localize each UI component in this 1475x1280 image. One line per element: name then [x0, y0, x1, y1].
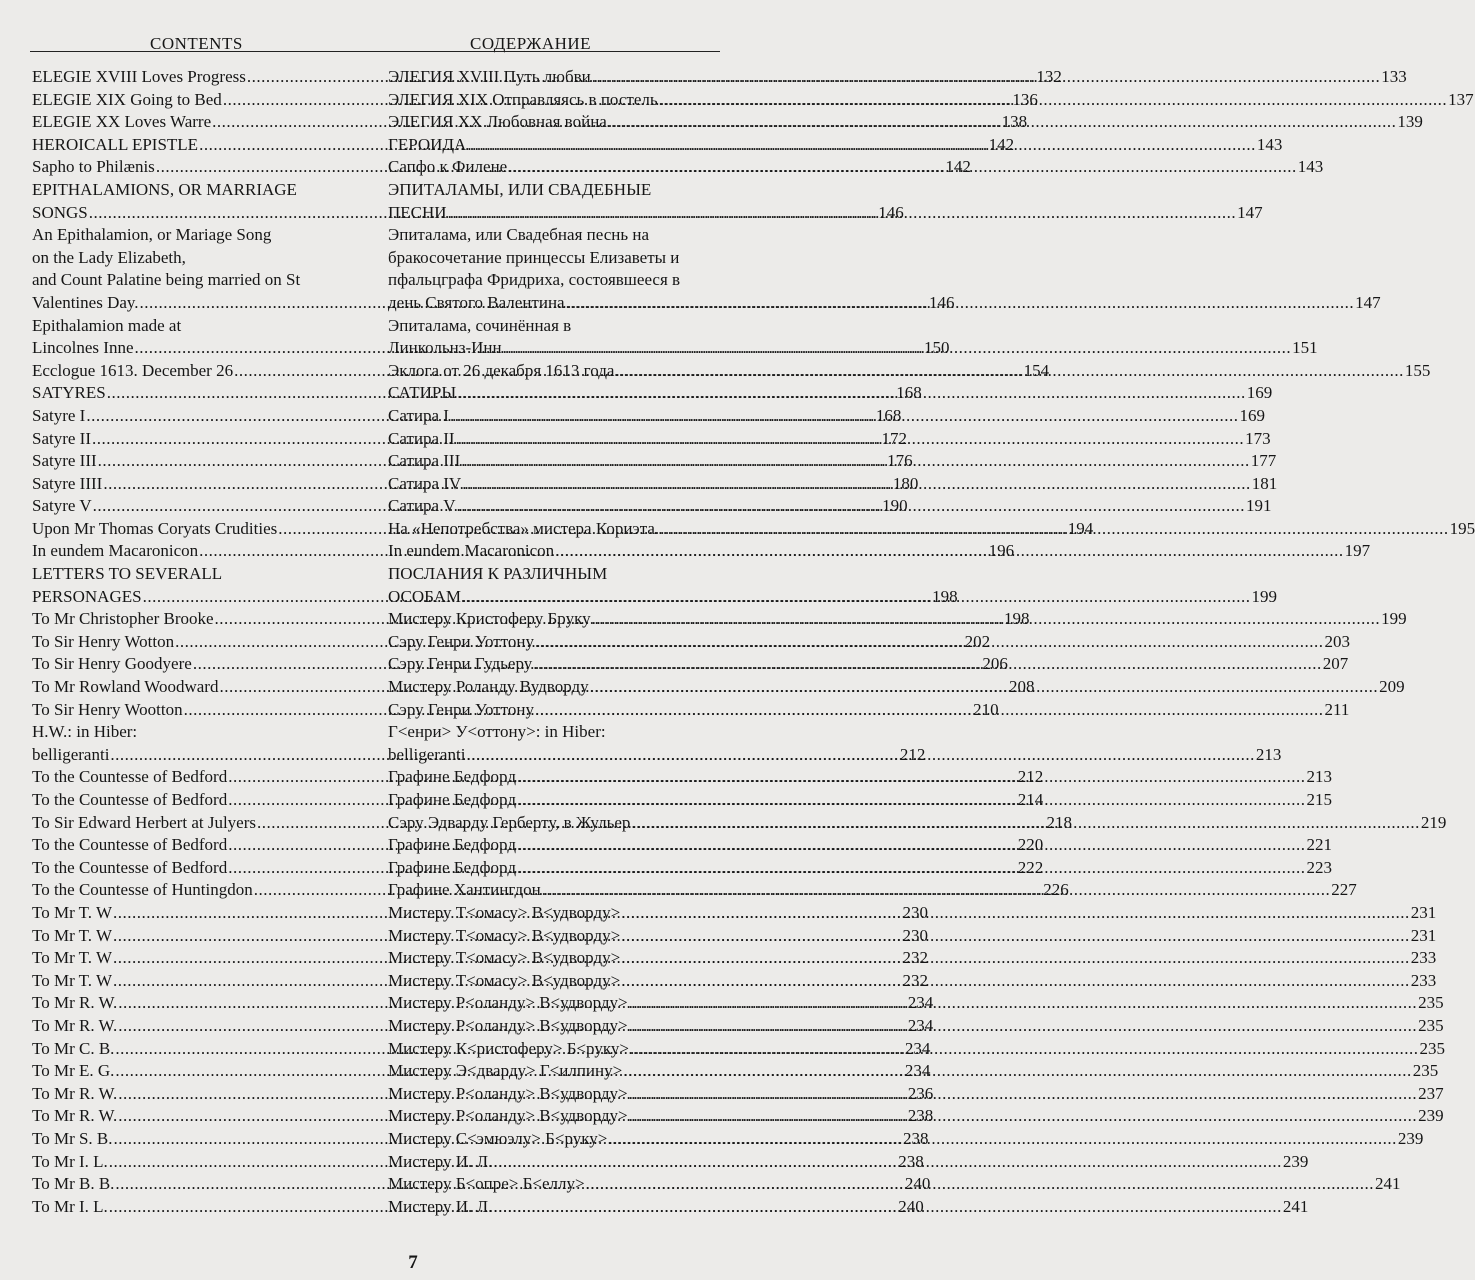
toc-entry-continued: and Count Palatine being married on St: [32, 270, 301, 290]
toc-entry-page: 197: [1344, 541, 1371, 561]
toc-entry-title: Сатира V: [388, 496, 456, 516]
toc-entry-page: 190: [882, 496, 908, 516]
dot-leader: [533, 653, 1322, 676]
toc-entry-title: Сатира III: [388, 451, 461, 471]
toc-entry-page: 199: [1251, 586, 1278, 606]
toc-entry-page: 155: [1404, 360, 1431, 380]
toc-entry-page: 195: [1449, 518, 1475, 538]
contents-heading: CONTENTS: [150, 34, 243, 53]
toc-entry-page: 232: [902, 948, 929, 968]
toc-entry-page: 215: [1306, 790, 1332, 809]
toc-entry-title: SONGS: [32, 202, 88, 222]
toc-entry-continued: LETTERS TO SEVERALL: [32, 564, 223, 584]
toc-entry-title: ELEGIE XX Loves Warre: [32, 112, 212, 132]
toc-entry-page: 231: [1410, 902, 1437, 922]
toc-entry-page: 220: [1017, 835, 1044, 855]
toc-entry-page: 169: [1246, 383, 1273, 403]
dot-leader: [503, 337, 1292, 360]
toc-entry-page: 213: [1306, 767, 1332, 787]
page-number: 7: [408, 1252, 418, 1273]
toc-entry-page: 138: [1001, 112, 1028, 132]
toc-entry: [32, 744, 926, 767]
toc-entry-page: 154: [1023, 360, 1050, 380]
toc-entry-page: 227: [1331, 880, 1357, 900]
toc-entry-page: 139: [1397, 112, 1423, 132]
toc-entry-title: To Mr R. W.: [32, 993, 118, 1013]
toc-entry-page: 230: [902, 902, 929, 922]
dot-leader: [629, 1105, 1418, 1128]
toc-entry-page: 213: [1255, 744, 1282, 764]
toc-entry-continued: пфальцграфа Фридриха, состоявшееся в: [388, 270, 681, 290]
toc-entry-page: 239: [1282, 1151, 1309, 1171]
toc-entry-page: 198: [932, 586, 958, 606]
toc-entry-title: belligeranti: [32, 744, 110, 764]
toc-entry-title: HEROICALL EPISTLE: [32, 134, 199, 154]
toc-entry-page: 176: [887, 451, 913, 471]
toc-entry-page: 132: [1036, 67, 1062, 86]
toc-entry-page: 143: [1297, 157, 1324, 177]
toc-entry-title: To Mr E. G.: [32, 1061, 115, 1081]
toc-entry-title: Мистеру Б<опре> Б<еллу>: [388, 1174, 585, 1194]
toc-entry-title: To Mr T. W: [32, 902, 113, 922]
toc-entry-page: 137: [1448, 89, 1474, 109]
toc-entry-continued: ПОСЛАНИЯ К РАЗЛИЧНЫМ: [388, 564, 608, 584]
toc-entry-title: Сатира IV: [388, 473, 462, 493]
toc-entry-title: Линкольнз-Инн: [388, 338, 502, 358]
toc-entry-title: To the Countesse of Bedford: [32, 857, 228, 877]
toc-entry-page: 194: [1067, 518, 1094, 538]
toc-entry-page: 198: [1004, 609, 1030, 629]
toc-entry-title: Мистеру Т<омасу> В<удворду>: [388, 902, 621, 922]
toc-entry-page: 208: [1008, 677, 1035, 697]
toc-entry-title: ОСОБАМ: [388, 586, 462, 606]
toc-entry: [32, 540, 1015, 563]
toc-entry-page: 212: [1017, 767, 1044, 787]
dot-leader: [621, 947, 1410, 970]
dot-leader: [621, 925, 1410, 948]
toc-entry-title: день Святого Валентина: [388, 292, 565, 312]
toc-entry-page: 240: [898, 1196, 924, 1216]
toc-entry-page: 234: [904, 1061, 931, 1081]
toc-entry-page: 146: [878, 202, 904, 222]
toc-entry-page: 211: [1324, 699, 1350, 719]
toc-entry-title: Мистеру Р<оланду> В<удворду>: [388, 993, 628, 1013]
dot-leader: [621, 970, 1410, 993]
toc-entry-page: 146: [929, 292, 955, 312]
toc-entry-title: To Mr T. W: [32, 970, 113, 990]
toc-entry-title: Мистеру Э<дварду> Г<илпину>: [388, 1061, 623, 1081]
toc-entry-title: ELEGIE XVIII Loves Progress: [32, 67, 246, 86]
toc-entry-page: 233: [1410, 970, 1437, 990]
toc-entry-page: 151: [1292, 338, 1318, 358]
dot-leader: [592, 66, 1381, 89]
toc-entry-title: To Sir Edward Herbert at Julyers: [32, 812, 256, 832]
toc-entry-page: 172: [881, 428, 908, 448]
toc-entry-title: PERSONAGES: [32, 586, 142, 606]
dot-leader: [517, 857, 1306, 880]
toc-entry-page: 199: [1381, 609, 1407, 629]
dot-leader: [456, 428, 1245, 451]
toc-entry-title: Графине Бедфорд: [388, 857, 516, 877]
dot-leader: [457, 382, 1246, 405]
toc-entry-title: To Mr I. L.: [32, 1196, 108, 1216]
toc-entry-page: 236: [907, 1083, 934, 1103]
toc-entry-page: 230: [902, 925, 929, 945]
toc-entry-page: 235: [1418, 1015, 1444, 1035]
header-rule: [30, 51, 720, 52]
toc-entry-title: ПЕСНИ: [388, 202, 447, 222]
toc-entry-continued: Эпиталама, сочинённая в: [388, 315, 572, 335]
toc-entry-continued: H.W.: in Hiber:: [32, 722, 138, 742]
toc-entry-title: Графине Бедфорд: [388, 767, 516, 787]
toc-entry-title: Мистеру К<ристоферу> Б<руку>: [388, 1038, 629, 1058]
toc-entry-page: 133: [1381, 67, 1407, 86]
dot-leader: [608, 111, 1397, 134]
toc-entry-page: 180: [892, 473, 919, 493]
toc-entry-title: Графине Бедфорд: [388, 790, 516, 809]
dot-leader: [586, 1173, 1375, 1196]
toc-entry-title: Satyre I: [32, 405, 86, 425]
toc-entry-title: Lincolnes Inne: [32, 338, 134, 358]
toc-entry-title: To the Countesse of Bedford: [32, 767, 228, 787]
toc-entry-title: САТИРЫ: [388, 383, 457, 403]
dot-leader: [493, 1196, 1282, 1219]
toc-entry-page: 181: [1251, 473, 1278, 493]
dot-leader: [517, 834, 1306, 857]
toc-entry-title: Мистеру Р<оланду> В<удворду>: [388, 1106, 628, 1126]
toc-entry-title: Upon Mr Thomas Coryats Crudities: [32, 518, 278, 538]
toc-entry-page: 238: [907, 1106, 934, 1126]
dot-leader: [592, 608, 1381, 631]
dot-leader: [631, 812, 1420, 835]
toc-entry-page: 218: [1046, 812, 1072, 832]
toc-entry-title: Сатира II: [388, 428, 455, 448]
dot-leader: [623, 1060, 1412, 1083]
dot-leader: [466, 744, 1255, 767]
dot-leader: [659, 89, 1448, 112]
dot-leader: [462, 586, 1251, 609]
toc-entry-continued: ЭПИТАЛАМЫ, ИЛИ СВАДЕБНЫЕ: [388, 179, 652, 199]
contents-heading-russian: СОДЕРЖАНИЕ: [470, 34, 592, 53]
toc-entry-continued: An Epithalamion, or Mariage Song: [32, 225, 272, 245]
dot-leader: [660, 518, 1449, 541]
toc-entry-page: 235: [1412, 1061, 1439, 1081]
dot-leader: [555, 540, 1344, 563]
toc-entry-continued: Г<енри> У<оттону>: in Hiber:: [388, 722, 606, 742]
toc-entry-page: 231: [1410, 925, 1437, 945]
toc-entry-continued: Epithalamion made at: [32, 315, 182, 335]
toc-entry-title: Ecclogue 1613. December 26: [32, 360, 234, 380]
toc-entry-page: 210: [973, 699, 999, 719]
toc-entry-page: 240: [904, 1174, 931, 1194]
toc-entry-title: To the Countesse of Bedford: [32, 835, 228, 855]
toc-entry-title: To Mr B. B.: [32, 1174, 115, 1194]
toc-entry-title: SATYRES: [32, 383, 106, 403]
toc-entry-title: To Sir Henry Wotton: [32, 631, 175, 651]
dot-leader: [517, 789, 1306, 812]
toc-entry-page: 147: [1237, 202, 1263, 222]
toc-entry-title: Сэру Генри Уоттону: [388, 699, 535, 719]
toc-entry-title: Valentines Day.: [32, 292, 139, 312]
dot-leader: [615, 360, 1404, 383]
dot-leader: [467, 134, 1256, 157]
toc-entry-title: Мистеру Т<омасу> В<удворду>: [388, 948, 621, 968]
toc-entry-page: 147: [1355, 292, 1381, 312]
dot-leader: [457, 495, 1246, 518]
toc-entry-title: Графине Бедфорд: [388, 835, 516, 855]
toc-entry-page: 234: [904, 1038, 931, 1058]
toc-entry-title: To Sir Henry Wootton: [32, 699, 183, 719]
toc-entry-title: Графине Хантингдон: [388, 880, 541, 900]
toc-entry-page: 177: [1250, 451, 1277, 471]
toc-entry-title: Мистеру Т<омасу> В<удворду>: [388, 970, 621, 990]
toc-entry-continued: on the Lady Elizabeth,: [32, 247, 186, 267]
dot-leader: [462, 473, 1251, 496]
toc-entry-title: To Mr T. W: [32, 948, 113, 968]
toc-entry-title: На «Непотребства» мистера Кориэта.: [388, 518, 660, 538]
toc-entry-page: 226: [1043, 880, 1069, 900]
dot-leader: [566, 292, 1355, 315]
toc-entry-page: 214: [1017, 790, 1044, 809]
dot-leader: [629, 1015, 1418, 1038]
toc-entry-title: To Mr C. B.: [32, 1038, 115, 1058]
toc-entry-title: Мистеру Роланду Вудворду: [388, 677, 589, 697]
dot-leader: [461, 450, 1250, 473]
toc-entry-page: 191: [1246, 496, 1272, 516]
toc-entry-page: 168: [896, 383, 922, 403]
toc-entry-title: ЭЛЕГИЯ XVIII Путь любви: [388, 67, 591, 86]
toc-entry-title: Sapho to Philænis: [32, 157, 155, 177]
toc-entry-page: 169: [1239, 405, 1265, 425]
toc-entry-title: ELEGIE XIX Going to Bed: [32, 89, 222, 109]
toc-entry-page: 241: [1282, 1196, 1309, 1216]
toc-entry-page: 239: [1397, 1128, 1424, 1148]
dot-leader: [542, 879, 1331, 902]
dot-leader: [629, 992, 1418, 1015]
toc-entry-continued: Эпиталама, или Свадебная песнь на: [388, 225, 649, 245]
toc-entry-title: Мистеру Кристоферу Бруку: [388, 609, 591, 629]
toc-entry-page: 206: [982, 654, 1008, 674]
toc-entry-page: 219: [1420, 812, 1447, 832]
dot-leader: [508, 156, 1297, 179]
toc-entry-page: 232: [902, 970, 929, 990]
toc-entry-title: Satyre V: [32, 496, 92, 516]
toc-entry-page: 233: [1410, 948, 1437, 968]
toc-entry-page: 207: [1322, 654, 1349, 674]
dot-leader: [448, 202, 1237, 225]
toc-entry-title: To the Countesse of Bedford: [32, 790, 228, 809]
toc-entry-page: 196: [988, 541, 1015, 561]
toc-entry-page: 235: [1419, 1038, 1445, 1058]
dot-leader: [608, 1128, 1397, 1151]
toc-entry-title: Мистеру Т<омасу> В<удворду>: [388, 925, 621, 945]
dot-leader: [450, 405, 1239, 428]
toc-entry-page: 209: [1379, 677, 1405, 697]
toc-entry-page: 223: [1306, 857, 1332, 877]
dot-leader: [629, 1083, 1418, 1106]
toc-entry-title: Satyre IIII: [32, 473, 103, 493]
toc-entry-page: 203: [1324, 631, 1351, 651]
dot-leader: [590, 676, 1379, 699]
toc-entry-page: 142: [945, 157, 971, 177]
toc-entry-title: To Mr R. W.: [32, 1083, 118, 1103]
toc-entry-page: 221: [1306, 835, 1332, 855]
toc-entry-title: To Mr S. B.: [32, 1128, 113, 1148]
toc-entry-title: Мистеру Р<оланду> В<удворду>: [388, 1015, 628, 1035]
dot-leader: [535, 699, 1324, 722]
toc-entry-continued: EPITHALAMIONS, OR MARRIAGE: [32, 179, 297, 199]
toc-entry-title: Сэру Генри Гудьеру: [388, 654, 533, 674]
toc-entry-title: To Mr I. L.: [32, 1151, 108, 1171]
toc-entry-title: Сапфо к Филене: [388, 157, 508, 177]
toc-entry-title: To Mr Rowland Woodward: [32, 677, 219, 697]
toc-entry-page: 239: [1418, 1106, 1444, 1126]
toc-entry-title: To the Countesse of Huntingdon: [32, 880, 253, 900]
toc-entry-title: To Mr R. W.: [32, 1106, 118, 1126]
dot-leader: [493, 1151, 1282, 1174]
toc-entry-title: To Mr R. W.: [32, 1015, 118, 1035]
toc-entry-page: 238: [903, 1128, 929, 1148]
toc-entry-title: ЭЛЕГИЯ XX Любовная война: [388, 112, 607, 132]
toc-entry-page: 241: [1375, 1174, 1401, 1194]
toc-entry-title: Мистеру И. Л.: [388, 1196, 493, 1216]
toc-entry-continued: бракосочетание принцессы Елизаветы и: [388, 247, 680, 267]
toc-entry-page: 173: [1245, 428, 1271, 448]
toc-entry-page: 202: [964, 631, 991, 651]
toc-entry-title: Satyre II: [32, 428, 92, 448]
toc-entry-page: 238: [898, 1151, 924, 1171]
toc-entry-page: 234: [907, 1015, 934, 1035]
dot-leader: [535, 631, 1324, 654]
toc-entry-title: belligeranti: [388, 744, 466, 764]
toc-entry-title: Сатира I: [388, 405, 449, 425]
toc-entry-title: Эклога от 26 декабря 1613 года: [388, 360, 615, 380]
toc-entry-page: 235: [1418, 993, 1444, 1013]
toc-entry-title: Мистеру И. Л.: [388, 1151, 493, 1171]
toc-entry-title: In eundem Macaronicon: [388, 541, 555, 561]
toc-entry-page: 222: [1017, 857, 1044, 877]
toc-entry-title: ГЕРОИДА: [388, 134, 467, 154]
toc-entry-page: 168: [875, 405, 902, 425]
toc-entry-title: Satyre III: [32, 451, 97, 471]
toc-entry-page: 142: [988, 134, 1015, 154]
toc-entry-page: 150: [924, 338, 950, 358]
dot-leader: [517, 766, 1306, 789]
toc-entry-title: Сэру Генри Уоттону: [388, 631, 535, 651]
toc-entry-page: 212: [899, 744, 926, 764]
toc-entry-title: To Mr Christopher Brooke: [32, 609, 214, 629]
toc-entry-title: In eundem Macaronicon: [32, 541, 199, 561]
toc-entry-page: 234: [907, 993, 934, 1013]
toc-entry-title: To Sir Henry Goodyere: [32, 654, 192, 674]
toc-entry-title: Сэру Эдварду Герберту, в Жульер: [388, 812, 631, 832]
toc-entry-title: To Mr T. W: [32, 925, 113, 945]
toc-entry-page: 237: [1418, 1083, 1444, 1103]
toc-entry-page: 143: [1256, 134, 1283, 154]
toc-entry-page: 136: [1012, 89, 1038, 109]
dot-leader: [621, 902, 1410, 925]
toc-entry-title: Мистеру С<эмюэлу> Б<руку>: [388, 1128, 608, 1148]
dot-leader: [630, 1038, 1419, 1061]
toc-entry-title: Мистеру Р<оланду> В<удворду>: [388, 1083, 628, 1103]
toc-entry-title: ЭЛЕГИЯ XIX Отправляясь в постель: [388, 89, 658, 109]
